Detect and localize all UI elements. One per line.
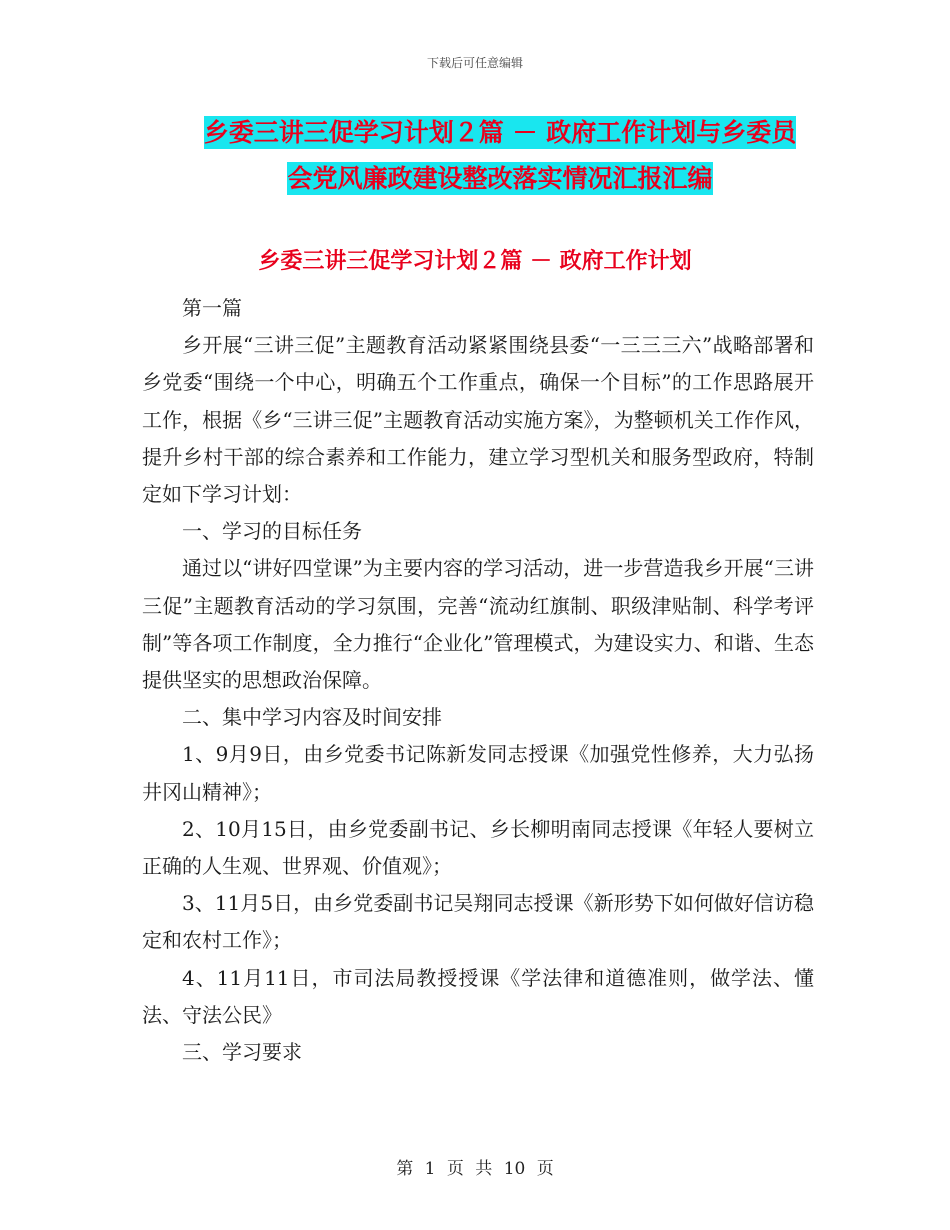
paragraph: 乡开展“三讲三促”主题教育活动紧紧围绕县委“一三三三六”战略部署和乡党委“围绕一个中心，明确五个工作重点，确保一个目标”的工作思路展开工作，根据《乡“三讲三促”主题教育活动实施方案》，为整顿机关工作作风，提升乡村干部的综合素养和工作能力，建立学习型机关和服务型政府，特制定如下学习计划：: [142, 333, 814, 507]
paragraph: 2、10月15日，由乡党委副书记、乡长柳明南同志授课《年轻人要树立正确的人生观、世界观、价值观》；: [142, 816, 814, 879]
paragraph: 1、9月9日，由乡党委书记陈新发同志授课《加强党性修养，大力弘扬井冈山精神》；: [142, 742, 814, 804]
header-note: 下载后可任意编辑: [426, 56, 523, 70]
paragraph: 4、11月11日，市司法局教授授课《学法律和道德准则，做学法、懂法、守法公民》: [142, 965, 814, 1027]
paragraph: 二、集中学习内容及时间安排: [182, 705, 442, 730]
paragraph: 三、学习要求: [182, 1040, 302, 1065]
paragraph: 一、学习的目标任务: [182, 519, 362, 544]
paragraph: 通过以“讲好四堂课”为主要内容的学习活动，进一步营造我乡开展“三讲三促”主题教育活动的学习氛围，完善“流动红旗制、职级津贴制、科学考评制”等各项工作制度，全力推行“企业化”管理模式，为建设实力、和谐、生态提供坚实的思想政治保障。: [142, 556, 814, 693]
document-title-line-2: 会党风廉政建设整改落实情况汇报汇编: [287, 164, 713, 193]
paragraph: 3、11月5日，由乡党委副书记吴翔同志授课《新形势下如何做好信访稳定和农村工作》；: [142, 891, 814, 953]
section-title: 乡委三讲三促学习计划２篇 － 政府工作计划: [258, 249, 692, 274]
paragraph: 第一篇: [182, 296, 242, 320]
document-body: [142, 290, 814, 1071]
document-title-line-1: 乡委三讲三促学习计划２篇 － 政府工作计划与乡委员: [203, 118, 797, 147]
page-number: 第 1 页 共 10 页: [396, 1159, 554, 1179]
document-title: [150, 110, 850, 202]
